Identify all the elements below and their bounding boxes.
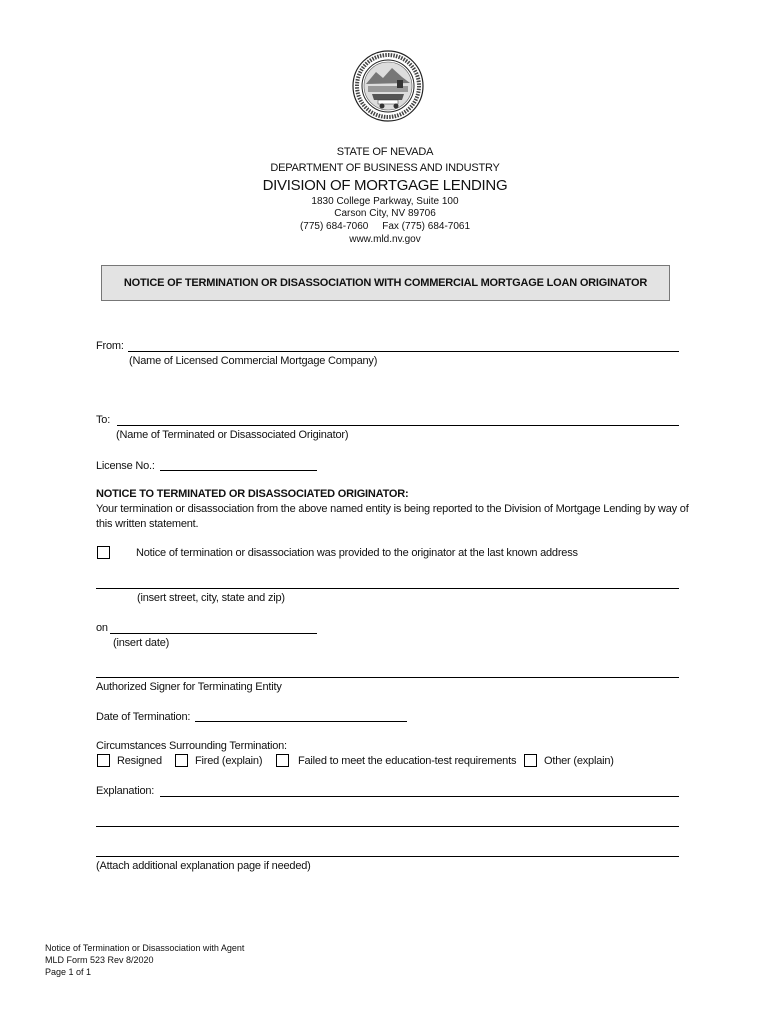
explanation-input-line-2[interactable]	[96, 826, 679, 827]
date-termination-input[interactable]	[195, 721, 407, 722]
explanation-input-line-1[interactable]	[160, 796, 679, 797]
resigned-label: Resigned	[117, 755, 162, 767]
education-test-checkbox[interactable]	[276, 754, 289, 767]
form-title: NOTICE OF TERMINATION OR DISASSOCIATION WITH COMMERCIAL MORTGAGE LOAN ORIGINATOR	[123, 277, 648, 289]
resigned-checkbox[interactable]	[97, 754, 110, 767]
form-title-banner	[101, 265, 670, 301]
address-line-2: Carson City, NV 89706	[334, 208, 436, 219]
license-label: License No.:	[96, 460, 155, 472]
other-checkbox[interactable]	[524, 754, 537, 767]
to-label: To:	[96, 414, 111, 426]
fired-checkbox[interactable]	[175, 754, 188, 767]
license-input[interactable]	[160, 470, 317, 471]
signer-label: Authorized Signer for Terminating Entity	[96, 681, 282, 693]
notice-provided-label: Notice of termination or disassociation was provided to the originator at the last known address	[136, 547, 578, 559]
signer-input[interactable]	[96, 677, 679, 678]
from-input[interactable]	[128, 351, 679, 352]
explanation-input-line-3[interactable]	[96, 856, 679, 857]
phone-fax: (775) 684-7060 Fax (775) 684-7061	[299, 221, 471, 232]
explanation-label: Explanation:	[96, 785, 155, 797]
department-name: DEPARTMENT OF BUSINESS AND INDUSTRY	[270, 162, 500, 174]
from-caption: (Name of Licensed Commercial Mortgage Company)	[129, 355, 378, 367]
education-test-label: Failed to meet the education-test requirements	[298, 755, 517, 767]
footer-form-number: MLD Form 523 Rev 8/2020	[45, 955, 154, 965]
to-input[interactable]	[117, 425, 679, 426]
address-line-1: 1830 College Parkway, Suite 100	[311, 196, 459, 207]
footer-form-title: Notice of Termination or Disassociation with Agent	[45, 943, 245, 953]
fired-label: Fired (explain)	[195, 755, 263, 767]
from-label: From:	[96, 340, 124, 352]
date-termination-label: Date of Termination:	[96, 711, 191, 723]
website: www.mld.nv.gov	[349, 234, 421, 245]
address-input[interactable]	[96, 588, 679, 589]
footer-page-number: Page 1 of 1	[45, 967, 92, 977]
on-label: on	[96, 622, 108, 634]
notice-provided-checkbox[interactable]	[97, 546, 110, 559]
explanation-note: (Attach additional explanation page if needed)	[96, 860, 311, 872]
to-caption: (Name of Terminated or Disassociated Originator)	[116, 429, 349, 441]
other-label: Other (explain)	[544, 755, 614, 767]
nevada-state-seal	[352, 50, 424, 122]
state-name: STATE OF NEVADA	[336, 146, 434, 158]
circumstances-label: Circumstances Surrounding Termination:	[96, 740, 287, 752]
on-date-caption: (insert date)	[113, 637, 170, 649]
notice-body-line-2: this written statement.	[96, 518, 199, 530]
on-date-input[interactable]	[110, 633, 317, 634]
notice-heading: NOTICE TO TERMINATED OR DISASSOCIATED ORIGINATOR:	[96, 488, 409, 500]
address-caption: (insert street, city, state and zip)	[137, 592, 285, 604]
notice-body-line-1: Your termination or disassociation from the above named entity is being reported to the Division of Mortgage Lending by way of	[96, 503, 689, 515]
division-name: DIVISION OF MORTGAGE LENDING	[262, 177, 508, 194]
